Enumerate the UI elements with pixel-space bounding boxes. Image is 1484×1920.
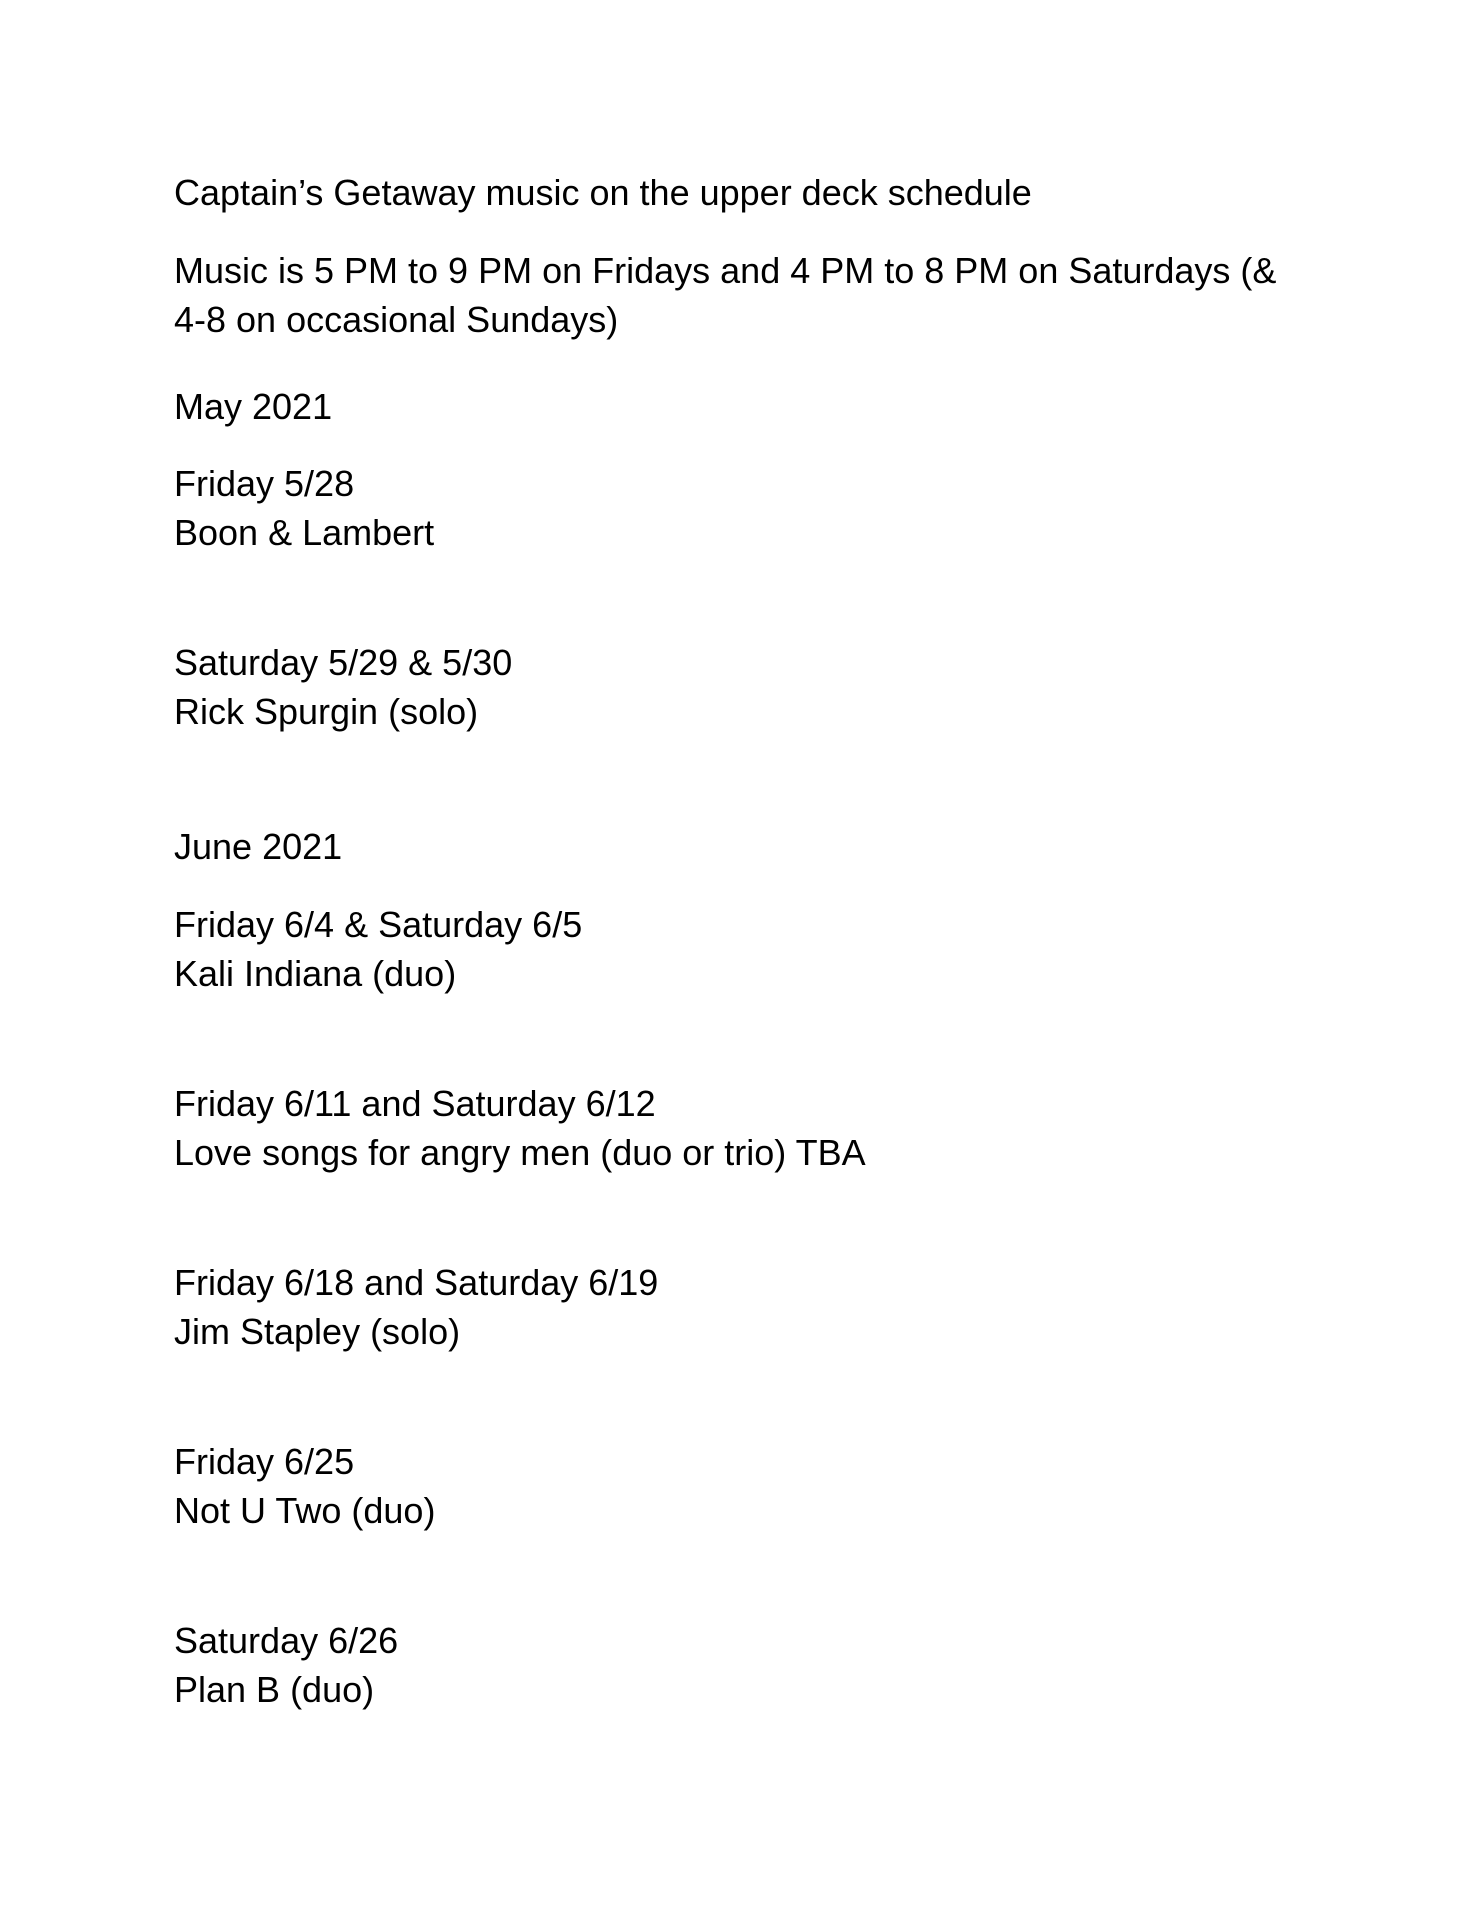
- entry-act: Boon & Lambert: [174, 512, 435, 553]
- entry-act: Kali Indiana (duo): [174, 953, 457, 994]
- entry-act: Plan B (duo): [174, 1669, 375, 1710]
- entry-date: Friday 6/4 & Saturday 6/5: [174, 904, 583, 945]
- page-title: Captain’s Getaway music on the upper deck schedule: [174, 172, 1032, 213]
- month-heading-june: June 2021: [174, 826, 343, 867]
- hours-note: Music is 5 PM to 9 PM on Fridays and 4 PM to 8 PM on Saturdays (& 4-8 on occasional Sundays): [174, 250, 1277, 340]
- entry-date: Friday 6/18 and Saturday 6/19: [174, 1262, 659, 1303]
- entry-date: Friday 6/25: [174, 1441, 355, 1482]
- entry-act: Not U Two (duo): [174, 1490, 436, 1531]
- entry-act: Love songs for angry men (duo or trio) TBA: [174, 1132, 866, 1173]
- month-heading-may: May 2021: [174, 386, 333, 427]
- entry-date: Saturday 6/26: [174, 1620, 399, 1661]
- entry-date: Friday 5/28: [174, 463, 355, 504]
- entry-act: Rick Spurgin (solo): [174, 691, 479, 732]
- entry-act: Jim Stapley (solo): [174, 1311, 461, 1352]
- entry-date: Saturday 5/29 & 5/30: [174, 642, 513, 683]
- entry-date: Friday 6/11 and Saturday 6/12: [174, 1083, 656, 1124]
